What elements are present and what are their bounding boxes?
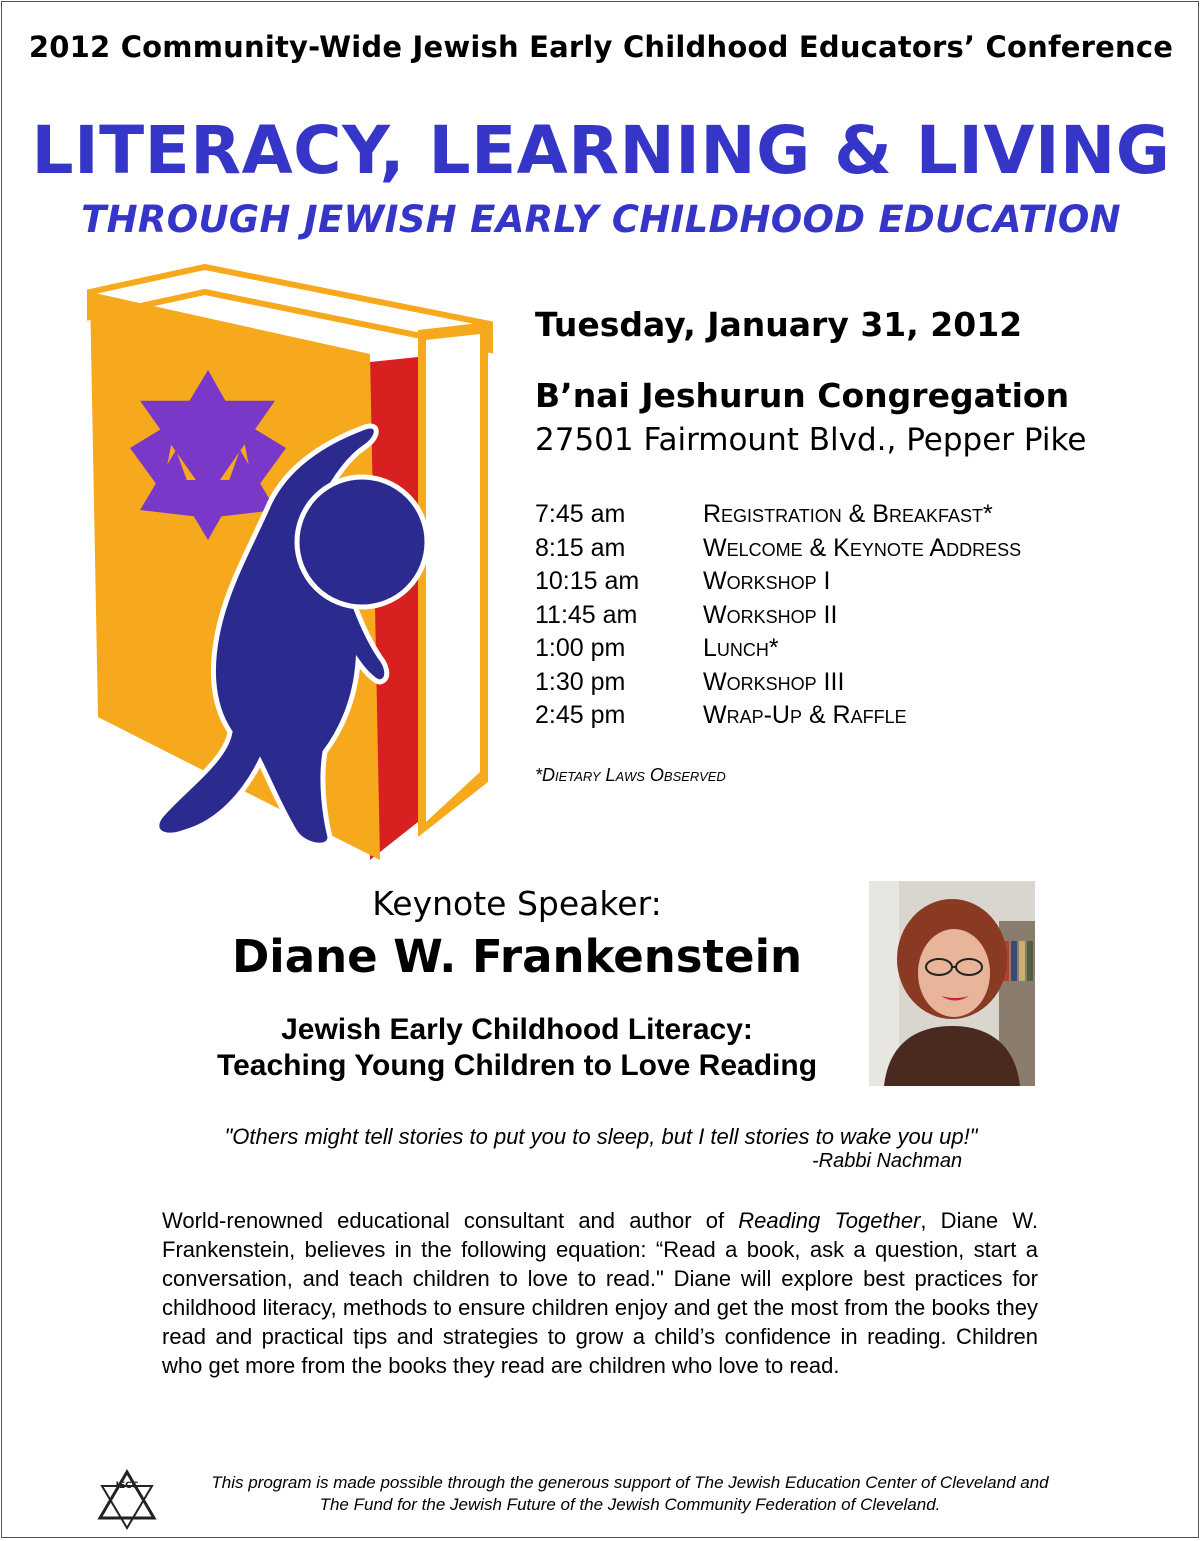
event-date: Tuesday, January 31, 2012 bbox=[535, 305, 1023, 344]
main-title: LITERACY, LEARNING & LIVING bbox=[31, 112, 1171, 189]
venue-name: B’nai Jeshurun Congregation bbox=[535, 376, 1070, 415]
schedule-row bbox=[535, 498, 1021, 532]
footer-line: The Fund for the Jewish Future of the Jewish Community Federation of Cleveland. bbox=[319, 1495, 941, 1514]
schedule bbox=[535, 498, 1021, 733]
schedule-time: 2:45 pm bbox=[535, 701, 626, 730]
bio-text: , Diane W. Frankenstein, believes in the following equation: “Read a book, ask a question, start a conversation, and teach children to love to read." Diane will explore best practices for childhood literacy, methods to ensure children enjoy and get the most from the books they read and practical tips and strategies to grow a child’s confidence in reading. Children who get more from the books they read are children who love to read. bbox=[162, 1208, 1038, 1378]
schedule-row bbox=[535, 599, 1021, 633]
talk-title-line: Jewish Early Childhood Literacy: bbox=[281, 1013, 753, 1046]
schedule-time: 11:45 am bbox=[535, 600, 638, 629]
bio-text: World-renowned educational consultant and author of bbox=[162, 1208, 739, 1233]
schedule-event: Workshop I bbox=[703, 567, 831, 596]
schedule-event: Welcome & Keynote Address bbox=[703, 533, 1022, 562]
dietary-note: *Dietary Laws Observed bbox=[535, 765, 726, 785]
schedule-event: Lunch* bbox=[703, 634, 779, 663]
footer-line: This program is made possible through the generous support of The Jewish Education Center of Cleveland and bbox=[211, 1473, 1049, 1492]
speaker-name: Diane W. Frankenstein bbox=[231, 930, 803, 983]
schedule-event: Workshop III bbox=[703, 667, 845, 696]
book-figure-star-icon bbox=[80, 262, 500, 862]
jecc-star-logo-icon bbox=[96, 1468, 158, 1530]
book-title: Reading Together bbox=[738, 1208, 921, 1233]
schedule-time: 1:00 pm bbox=[535, 634, 626, 663]
schedule-time: 7:45 am bbox=[535, 500, 626, 529]
talk-title-line: Teaching Young Children to Love Reading bbox=[216, 1049, 818, 1082]
schedule-time: 10:15 am bbox=[535, 567, 640, 596]
speaker-bio bbox=[162, 1206, 1038, 1380]
schedule-event: Wrap-Up & Raffle bbox=[703, 701, 907, 730]
schedule-event: Registration & Breakfast* bbox=[703, 500, 993, 529]
schedule-row bbox=[535, 666, 1021, 700]
schedule-time: 8:15 am bbox=[535, 533, 626, 562]
quote-text: "Others might tell stories to put you to sleep, but I tell stories to wake you up!" bbox=[224, 1124, 978, 1149]
subtitle: THROUGH JEWISH EARLY CHILDHOOD EDUCATION bbox=[81, 198, 1121, 241]
venue-address: 27501 Fairmount Blvd., Pepper Pike bbox=[535, 422, 1087, 458]
conference-title: 2012 Community-Wide Jewish Early Childhood Educators’ Conference bbox=[28, 30, 1174, 64]
schedule-event: Workshop II bbox=[703, 600, 838, 629]
keynote-label: Keynote Speaker: bbox=[372, 884, 662, 923]
speaker-photo bbox=[869, 881, 1035, 1086]
schedule-row bbox=[535, 565, 1021, 599]
schedule-row bbox=[535, 532, 1021, 566]
jecc-logo-text: JECC bbox=[115, 1481, 139, 1491]
footer-credits bbox=[165, 1472, 1095, 1516]
schedule-time: 1:30 pm bbox=[535, 667, 626, 696]
quote-attribution: -Rabbi Nachman bbox=[812, 1150, 963, 1172]
schedule-row bbox=[535, 699, 1021, 733]
schedule-row bbox=[535, 632, 1021, 666]
